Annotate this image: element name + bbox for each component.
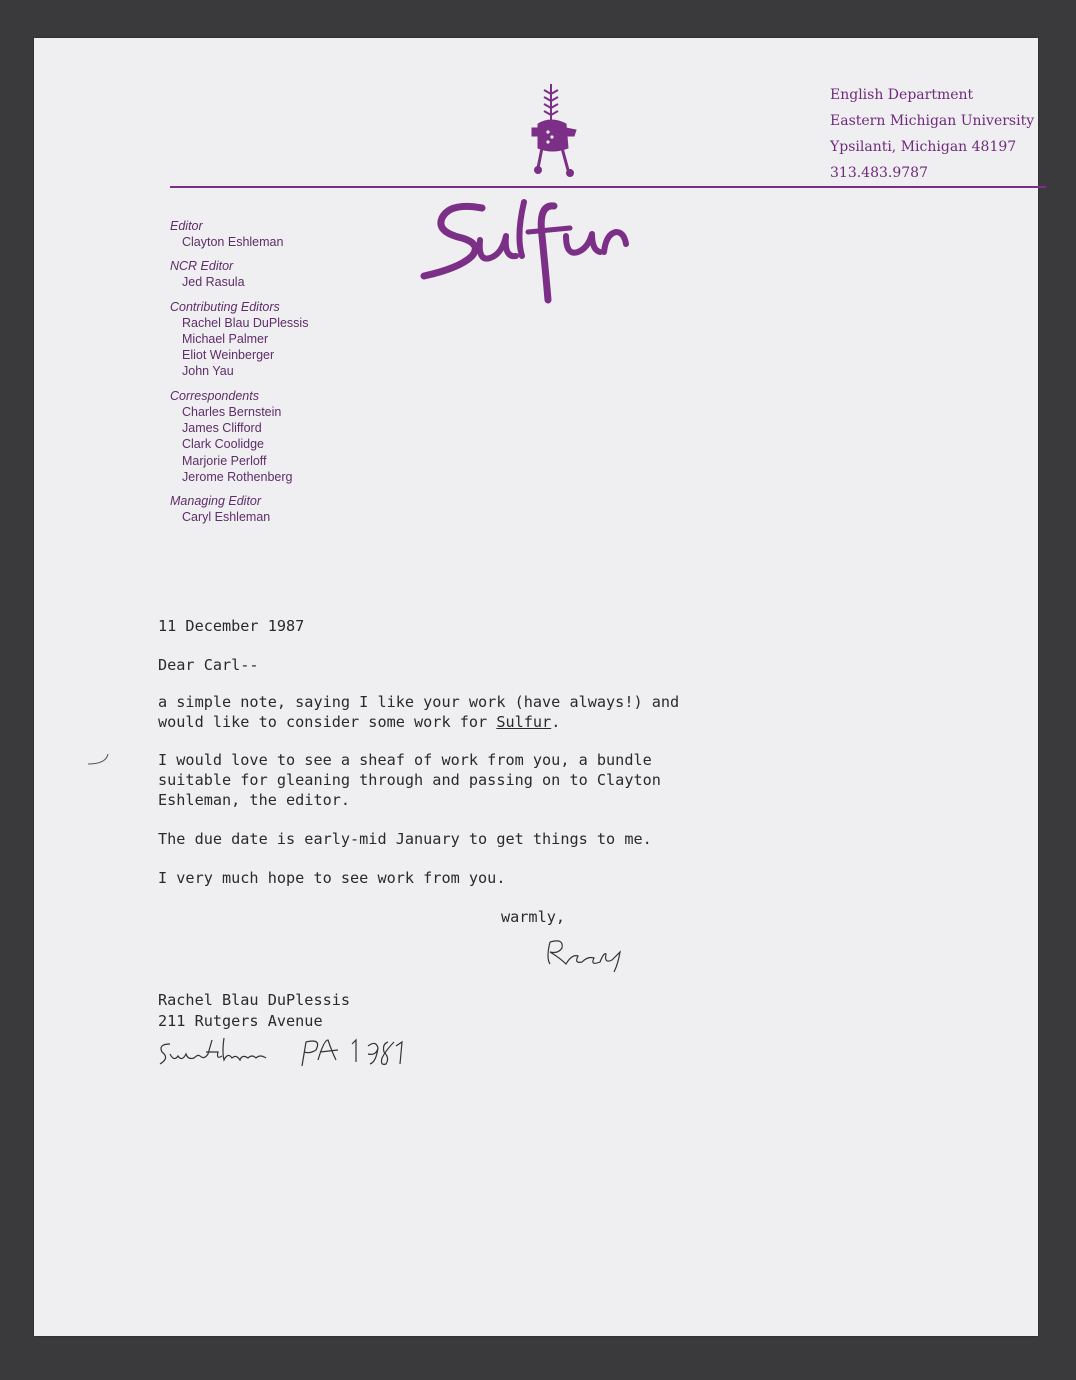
letterhead-address [830, 82, 1034, 186]
masthead-role: Contributing Editors [170, 299, 280, 314]
masthead-person: Caryl Eshleman [182, 510, 271, 525]
masthead-person: John Yau [182, 364, 234, 379]
letter-body [158, 616, 679, 888]
paragraph-line [158, 712, 679, 732]
closing: warmly, [501, 908, 566, 926]
paragraph-line: I very much hope to see work from you. [158, 869, 506, 887]
sulfur-wordmark-logo [420, 196, 630, 308]
paragraph-line: Eshleman, the editor. [158, 791, 351, 809]
masthead-person: Rachel Blau DuPlessis [182, 315, 309, 330]
sender-street: 211 Rutgers Avenue [158, 1012, 323, 1030]
editorial-masthead [170, 218, 308, 526]
paragraph-line: The due date is early-mid January to get things to me. [158, 830, 652, 848]
letter-date: 11 December 1987 [158, 617, 305, 635]
paragraph-line: a simple note, saying I like your work (have always!) and [158, 693, 680, 711]
address-line: Eastern Michigan University [830, 113, 1035, 129]
masthead-person: Jerome Rothenberg [182, 469, 293, 484]
text-span: would like to consider some work for [158, 713, 497, 731]
address-line: Ypsilanti, Michigan 48197 [830, 139, 1017, 155]
masthead-role: NCR Editor [170, 259, 234, 274]
sender-name: Rachel Blau DuPlessis [158, 991, 351, 1009]
handwritten-address [156, 1032, 406, 1072]
text-span: . [551, 713, 561, 731]
letterhead-rule [170, 186, 1046, 188]
salutation: Dear Carl-- [158, 656, 259, 674]
masthead-person: James Clifford [182, 421, 262, 436]
masthead-person: Marjorie Perloff [182, 453, 267, 468]
address-line: English Department [830, 87, 974, 103]
masthead-role: Managing Editor [170, 494, 262, 509]
masthead-role: Editor [170, 219, 203, 233]
masthead-person: Jed Rasula [182, 275, 245, 290]
figure-emblem-icon [518, 82, 588, 186]
sender-block [158, 990, 350, 1032]
paragraph-line: suitable for gleaning through and passing on to Clayton [158, 771, 661, 789]
masthead-person: Charles Bernstein [182, 404, 282, 419]
masthead-role: Correspondents [170, 388, 259, 403]
masthead-person: Clark Coolidge [182, 437, 264, 452]
masthead-person: Clayton Eshleman [182, 235, 284, 249]
journal-title: Sulfur [496, 713, 552, 731]
pencil-mark [86, 750, 112, 768]
phone-number: 313.483.9787 [830, 165, 928, 181]
paragraph-line: I would love to see a sheaf of work from you, a bundle [158, 751, 652, 769]
letter-page [34, 38, 1038, 1336]
handwritten-signature [544, 934, 634, 974]
masthead-person: Eliot Weinberger [182, 348, 275, 363]
masthead-person: Michael Palmer [182, 331, 269, 346]
